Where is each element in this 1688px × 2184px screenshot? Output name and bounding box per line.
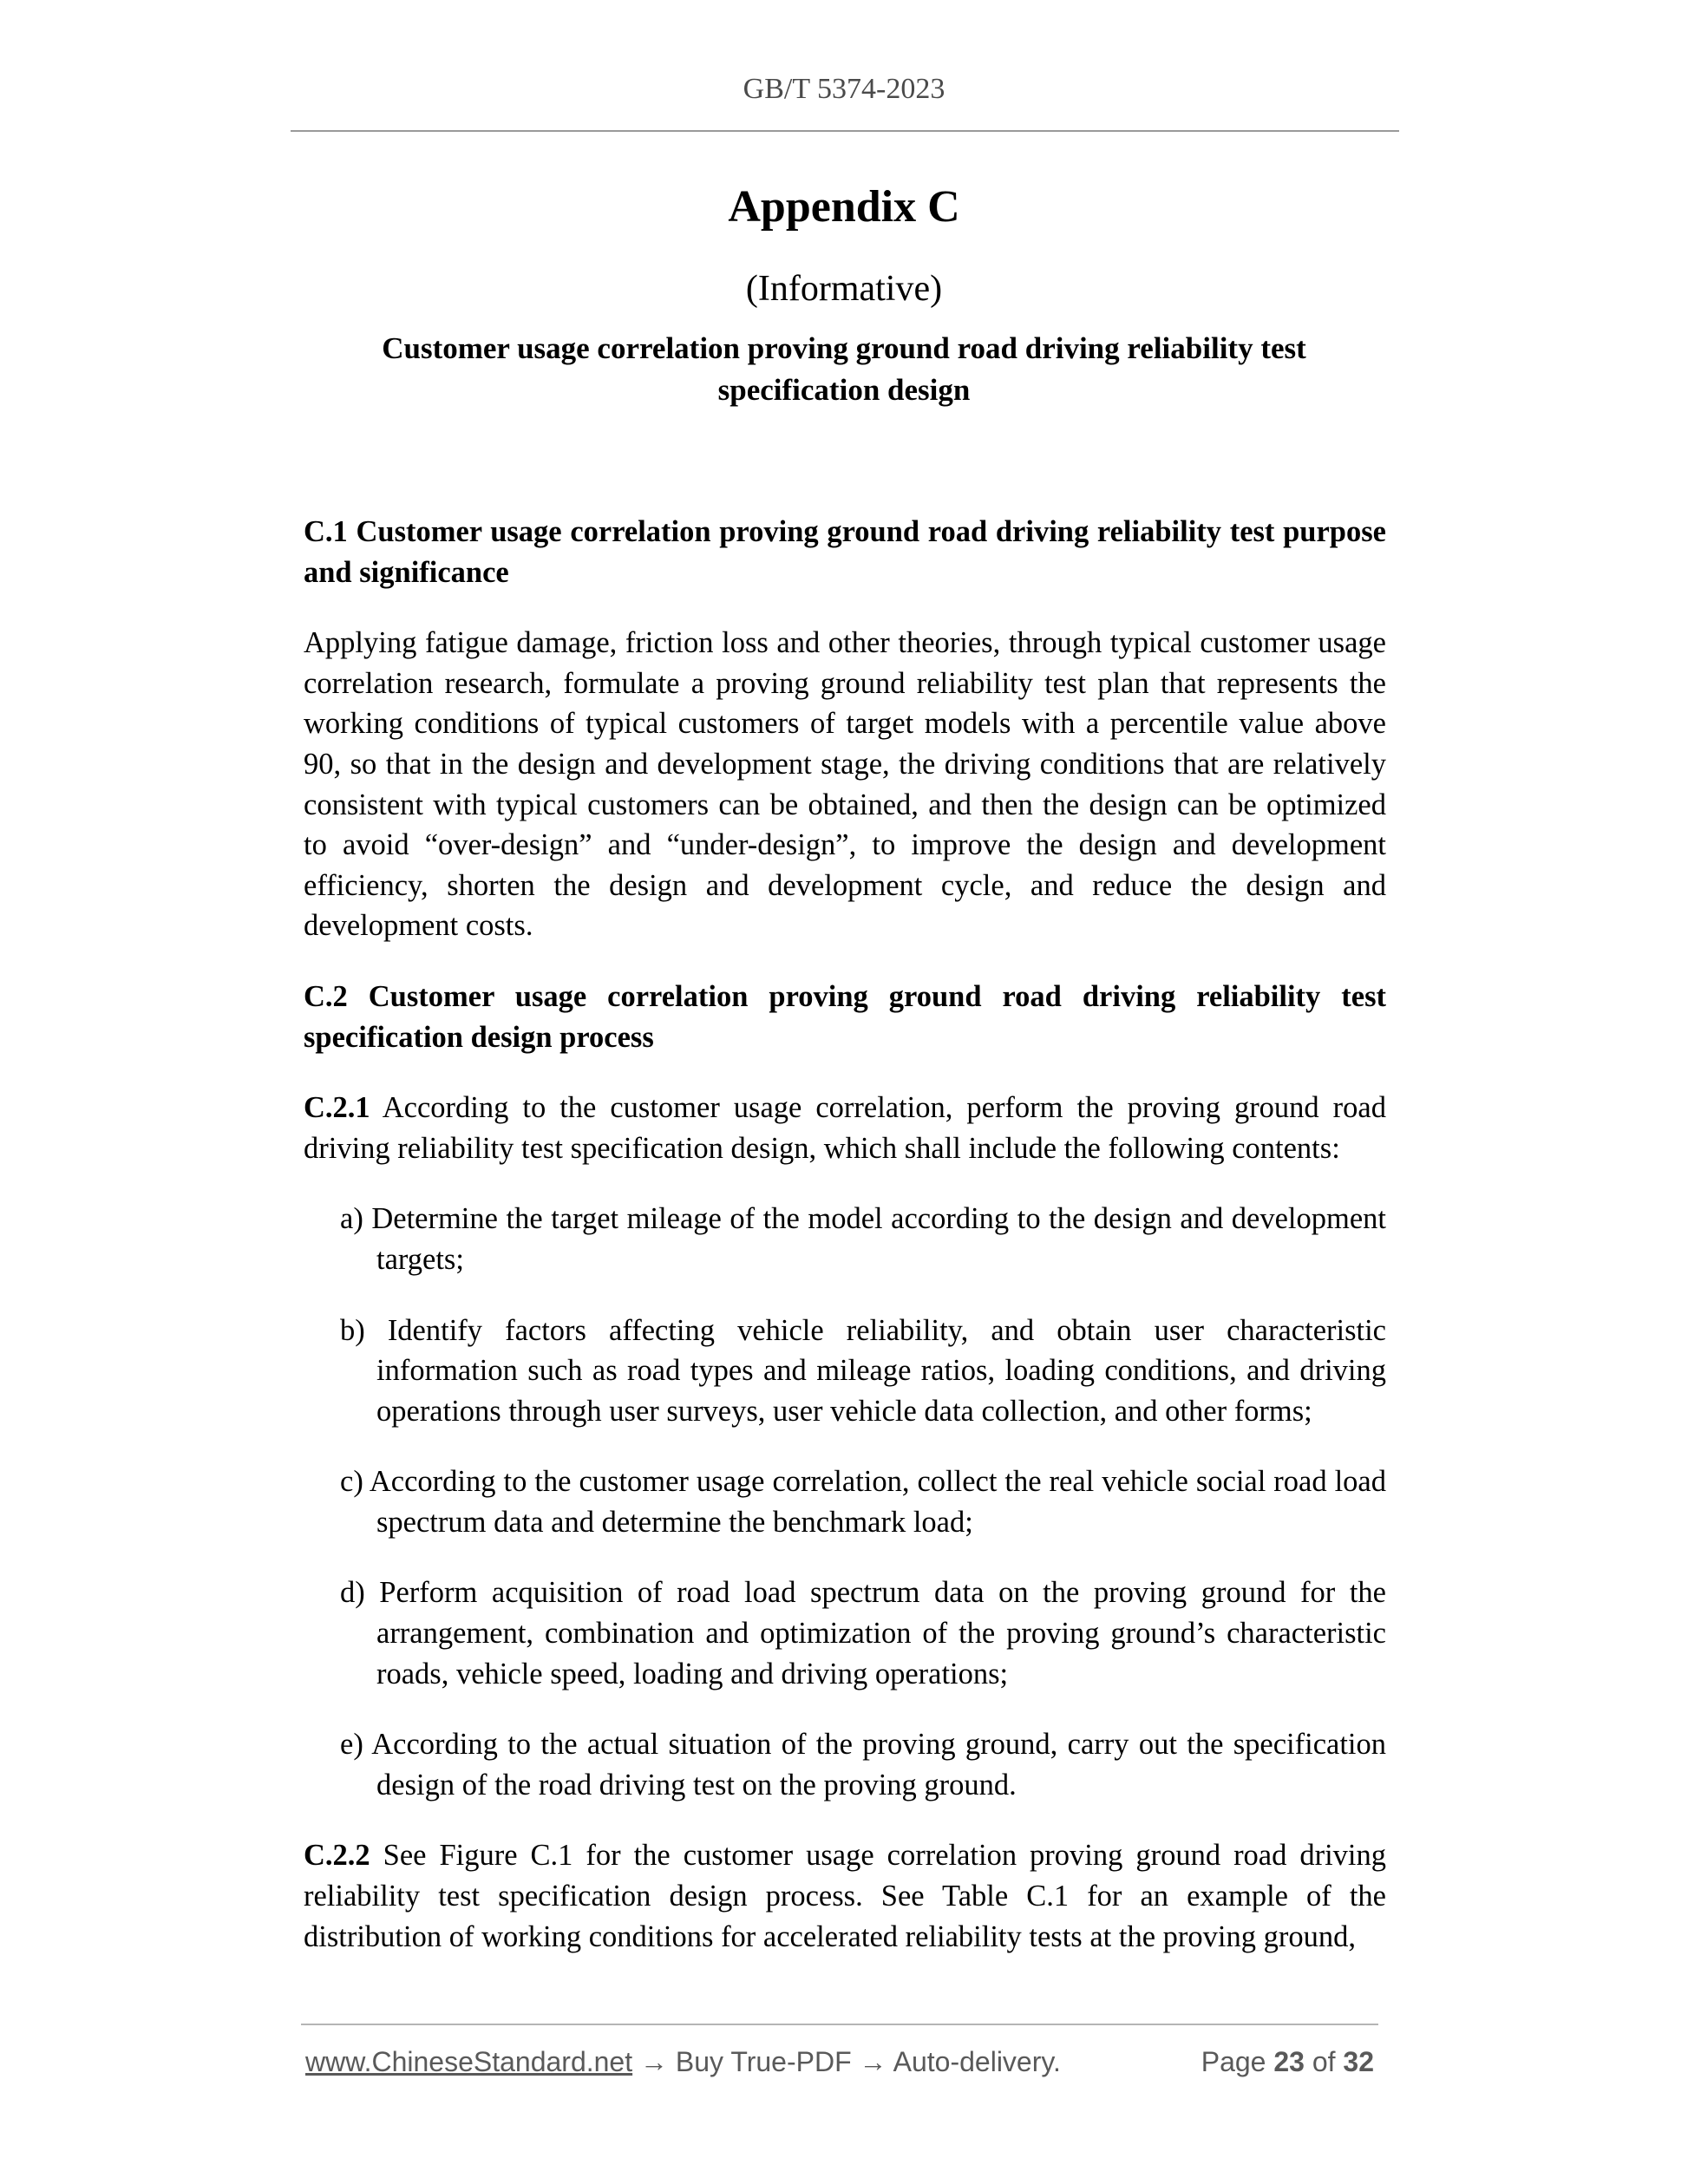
clause-c22-number: C.2.2 <box>304 1839 370 1873</box>
page-label: Page <box>1201 2046 1266 2077</box>
header-divider <box>291 130 1399 132</box>
list-item-d: d) Perform acquisition of road load spectrum data on the proving ground for the arrangement, combination and optimization of the proving ground’s characteristic roads, vehicle speed, loading and driving operations; <box>340 1576 1386 1690</box>
section-c1-body: Applying fatigue damage, friction loss and other theories, through typical customer usage correlation research, formulate a proving ground reliability test plan that represents the working conditions of typical customers of target models with a percentile value above 90, so that in the design and development stage, the driving conditions that are relatively consistent with typical customers can be obtained, and then the design can be optimized to avoid “over-design” and “under-design”, to improve the design and development efficiency, shorten the design and development cycle, and reduce the design and development costs. <box>304 626 1386 943</box>
appendix-type: (Informative) <box>745 269 943 309</box>
clause-c21-text: According to the customer usage correlation, perform the proving ground road driving reliability test specification design, which shall include the following contents: <box>304 1091 1386 1165</box>
appendix-subtitle: Customer usage correlation proving ground road driving reliability test specification design <box>382 331 1306 407</box>
list-item-e: e) According to the actual situation of the proving ground, carry out the specification design of the road driving test on the proving ground. <box>340 1728 1386 1801</box>
clause-c21-number: C.2.1 <box>304 1091 370 1125</box>
document-code: GB/T 5374-2023 <box>743 73 945 105</box>
list-item-b: b) Identify factors affecting vehicle reliability, and obtain user characteristic information such as road types and mileage ratios, loading conditions, and driving operations through user surveys, user vehicle data collection, and other forms; <box>340 1313 1386 1428</box>
page-total: 32 <box>1343 2046 1374 2077</box>
main-content <box>304 512 1386 1987</box>
appendix-title: Appendix C <box>728 182 960 232</box>
clause-c22 <box>304 1835 1386 1957</box>
footer-divider <box>301 2024 1378 2025</box>
page-indicator <box>1201 2043 1374 2081</box>
section-c2-heading: C.2 Customer usage correlation proving ground road driving reliability test specification design process <box>304 979 1386 1054</box>
page-of: of <box>1312 2046 1336 2077</box>
footer-promo-text: → Buy True-PDF → Auto-delivery. <box>632 2046 1061 2077</box>
clause-c21 <box>304 1088 1386 1168</box>
list-item-c: c) According to the customer usage correlation, collect the real vehicle social road load spectrum data and determine the benchmark load; <box>340 1465 1386 1539</box>
list-item-a: a) Determine the target mileage of the model according to the design and development targets; <box>340 1202 1386 1276</box>
chinesestandard-link[interactable]: www.ChineseStandard.net <box>305 2046 633 2077</box>
page-current: 23 <box>1273 2046 1305 2077</box>
footer-promo <box>305 2043 1061 2081</box>
section-c1-heading: C.1 Customer usage correlation proving ground road driving reliability test purpose and significance <box>304 515 1386 589</box>
footer <box>305 2043 1381 2081</box>
clause-c22-text: See Figure C.1 for the customer usage correlation proving ground road driving reliability test specification design process. See Table C.1 for an example of the distribution of working conditions for accelerated reliability tests at the proving ground, <box>304 1839 1387 1953</box>
